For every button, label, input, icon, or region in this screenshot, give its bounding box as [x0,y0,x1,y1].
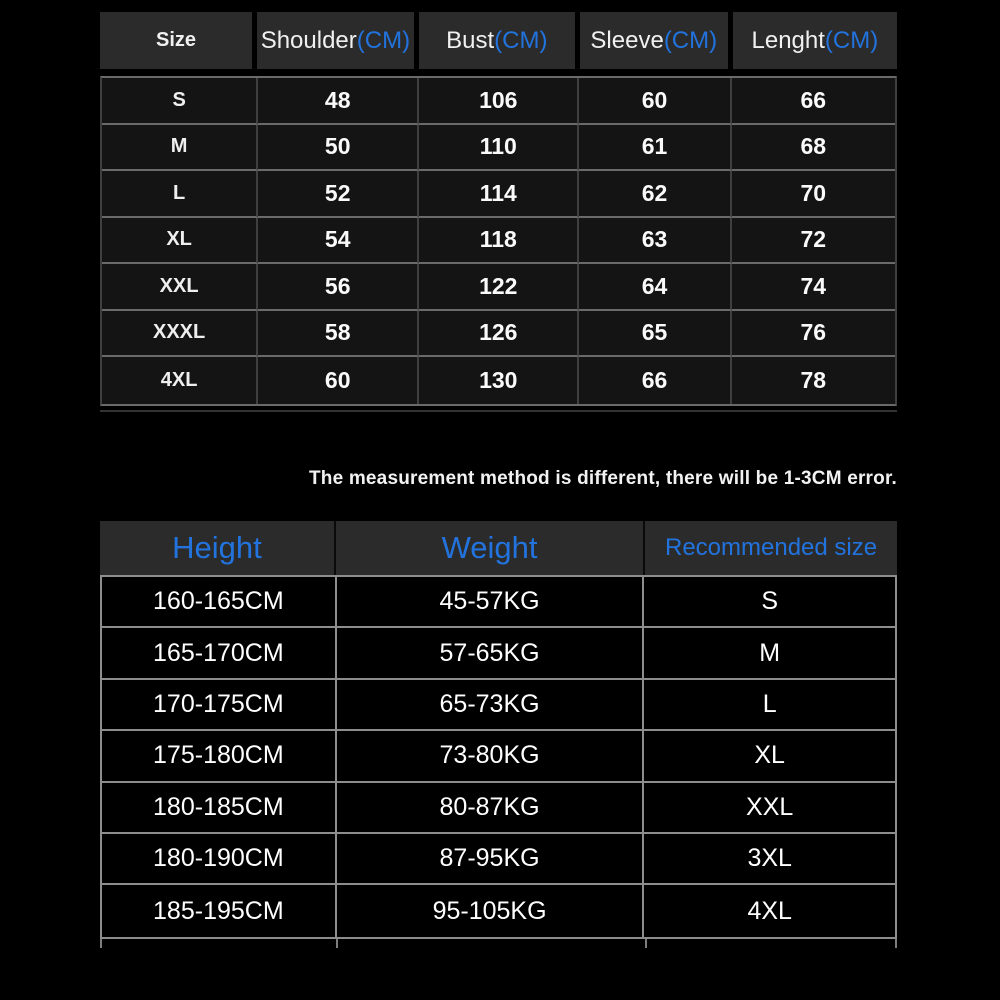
weight-cell: 65-73KG [337,680,645,731]
recommended-table-body [100,575,897,939]
table-bottom-shadow-line [100,410,897,412]
height-cell: 185-195CM [102,885,337,936]
bust-cell: 118 [419,218,579,265]
recommended-cell: XXL [644,783,895,834]
size-cell: XL [102,218,258,265]
height-cell: 160-165CM [102,577,337,628]
sleeve-cell: 63 [579,218,731,265]
weight-cell: 57-65KG [337,628,645,679]
header-shoulder-unit: (CM) [356,26,411,54]
header-length-label: Lenght [751,26,825,54]
recommended-cell: 4XL [644,885,895,936]
header-size [100,12,257,69]
header-length [733,12,897,69]
sleeve-cell: 65 [579,311,731,358]
shoulder-cell: 58 [258,311,419,358]
shoulder-cell: 60 [258,357,419,404]
sleeve-cell: 62 [579,171,731,218]
height-cell: 180-190CM [102,834,337,885]
size-cell: L [102,171,258,218]
header-bust-unit: (CM) [494,26,548,54]
shoulder-cell: 50 [258,125,419,172]
height-cell: 175-180CM [102,731,337,782]
table-border-tick [100,939,102,948]
sleeve-cell: 66 [579,357,731,404]
header-height: Height [100,521,336,575]
recommended-size-table [100,521,897,939]
height-cell: 180-185CM [102,783,337,834]
header-sleeve [580,12,733,69]
header-length-unit: (CM) [824,26,879,54]
recommended-table-header-row [100,521,897,575]
length-cell: 78 [732,357,895,404]
shoulder-cell: 48 [258,78,419,125]
header-sleeve-unit: (CM) [663,26,718,54]
table-row [102,78,895,125]
weight-cell: 80-87KG [337,783,645,834]
length-cell: 66 [732,78,895,125]
header-weight: Weight [336,521,645,575]
bust-cell: 122 [419,264,579,311]
table-row [102,680,895,731]
bust-cell: 110 [419,125,579,172]
measurement-table-header-row [100,12,897,69]
table-row [102,731,895,782]
height-cell: 170-175CM [102,680,337,731]
length-cell: 70 [732,171,895,218]
size-cell: XXXL [102,311,258,358]
table-row [102,783,895,834]
measurement-table-body [100,76,897,406]
weight-cell: 73-80KG [337,731,645,782]
bust-cell: 130 [419,357,579,404]
shoulder-cell: 54 [258,218,419,265]
bust-cell: 126 [419,311,579,358]
table-row [102,311,895,358]
size-cell: 4XL [102,357,258,404]
table-row [102,885,895,936]
length-cell: 74 [732,264,895,311]
header-shoulder [257,12,419,69]
table-row [102,628,895,679]
size-cell: S [102,78,258,125]
weight-cell: 45-57KG [337,577,645,628]
bust-cell: 106 [419,78,579,125]
size-cell: M [102,125,258,172]
size-cell: XXL [102,264,258,311]
recommended-cell: L [644,680,895,731]
weight-cell: 95-105KG [337,885,645,936]
table-row [102,577,895,628]
recommended-cell: M [644,628,895,679]
height-cell: 165-170CM [102,628,337,679]
table-border-tick [645,939,647,948]
header-bust [419,12,580,69]
recommended-cell: XL [644,731,895,782]
table-border-tick [336,939,338,948]
sleeve-cell: 60 [579,78,731,125]
length-cell: 72 [732,218,895,265]
recommended-cell: S [644,577,895,628]
table-row [102,834,895,885]
sleeve-cell: 64 [579,264,731,311]
sleeve-cell: 61 [579,125,731,172]
table-border-tick [895,939,897,948]
weight-cell: 87-95KG [337,834,645,885]
bust-cell: 114 [419,171,579,218]
measurement-table [100,12,897,412]
length-cell: 68 [732,125,895,172]
length-cell: 76 [732,311,895,358]
header-recommended-size: Recommended size [645,521,897,575]
measurement-note: The measurement method is different, there will be 1-3CM error. [308,468,897,489]
shoulder-cell: 56 [258,264,419,311]
table-row [102,357,895,404]
header-sleeve-label: Sleeve [590,26,664,54]
header-shoulder-label: Shoulder [260,26,357,54]
header-bust-label: Bust [446,26,495,54]
recommended-cell: 3XL [644,834,895,885]
table-row [102,264,895,311]
table-row [102,125,895,172]
table-row [102,218,895,265]
shoulder-cell: 52 [258,171,419,218]
table-row [102,171,895,218]
header-size-label: Size [155,29,197,51]
